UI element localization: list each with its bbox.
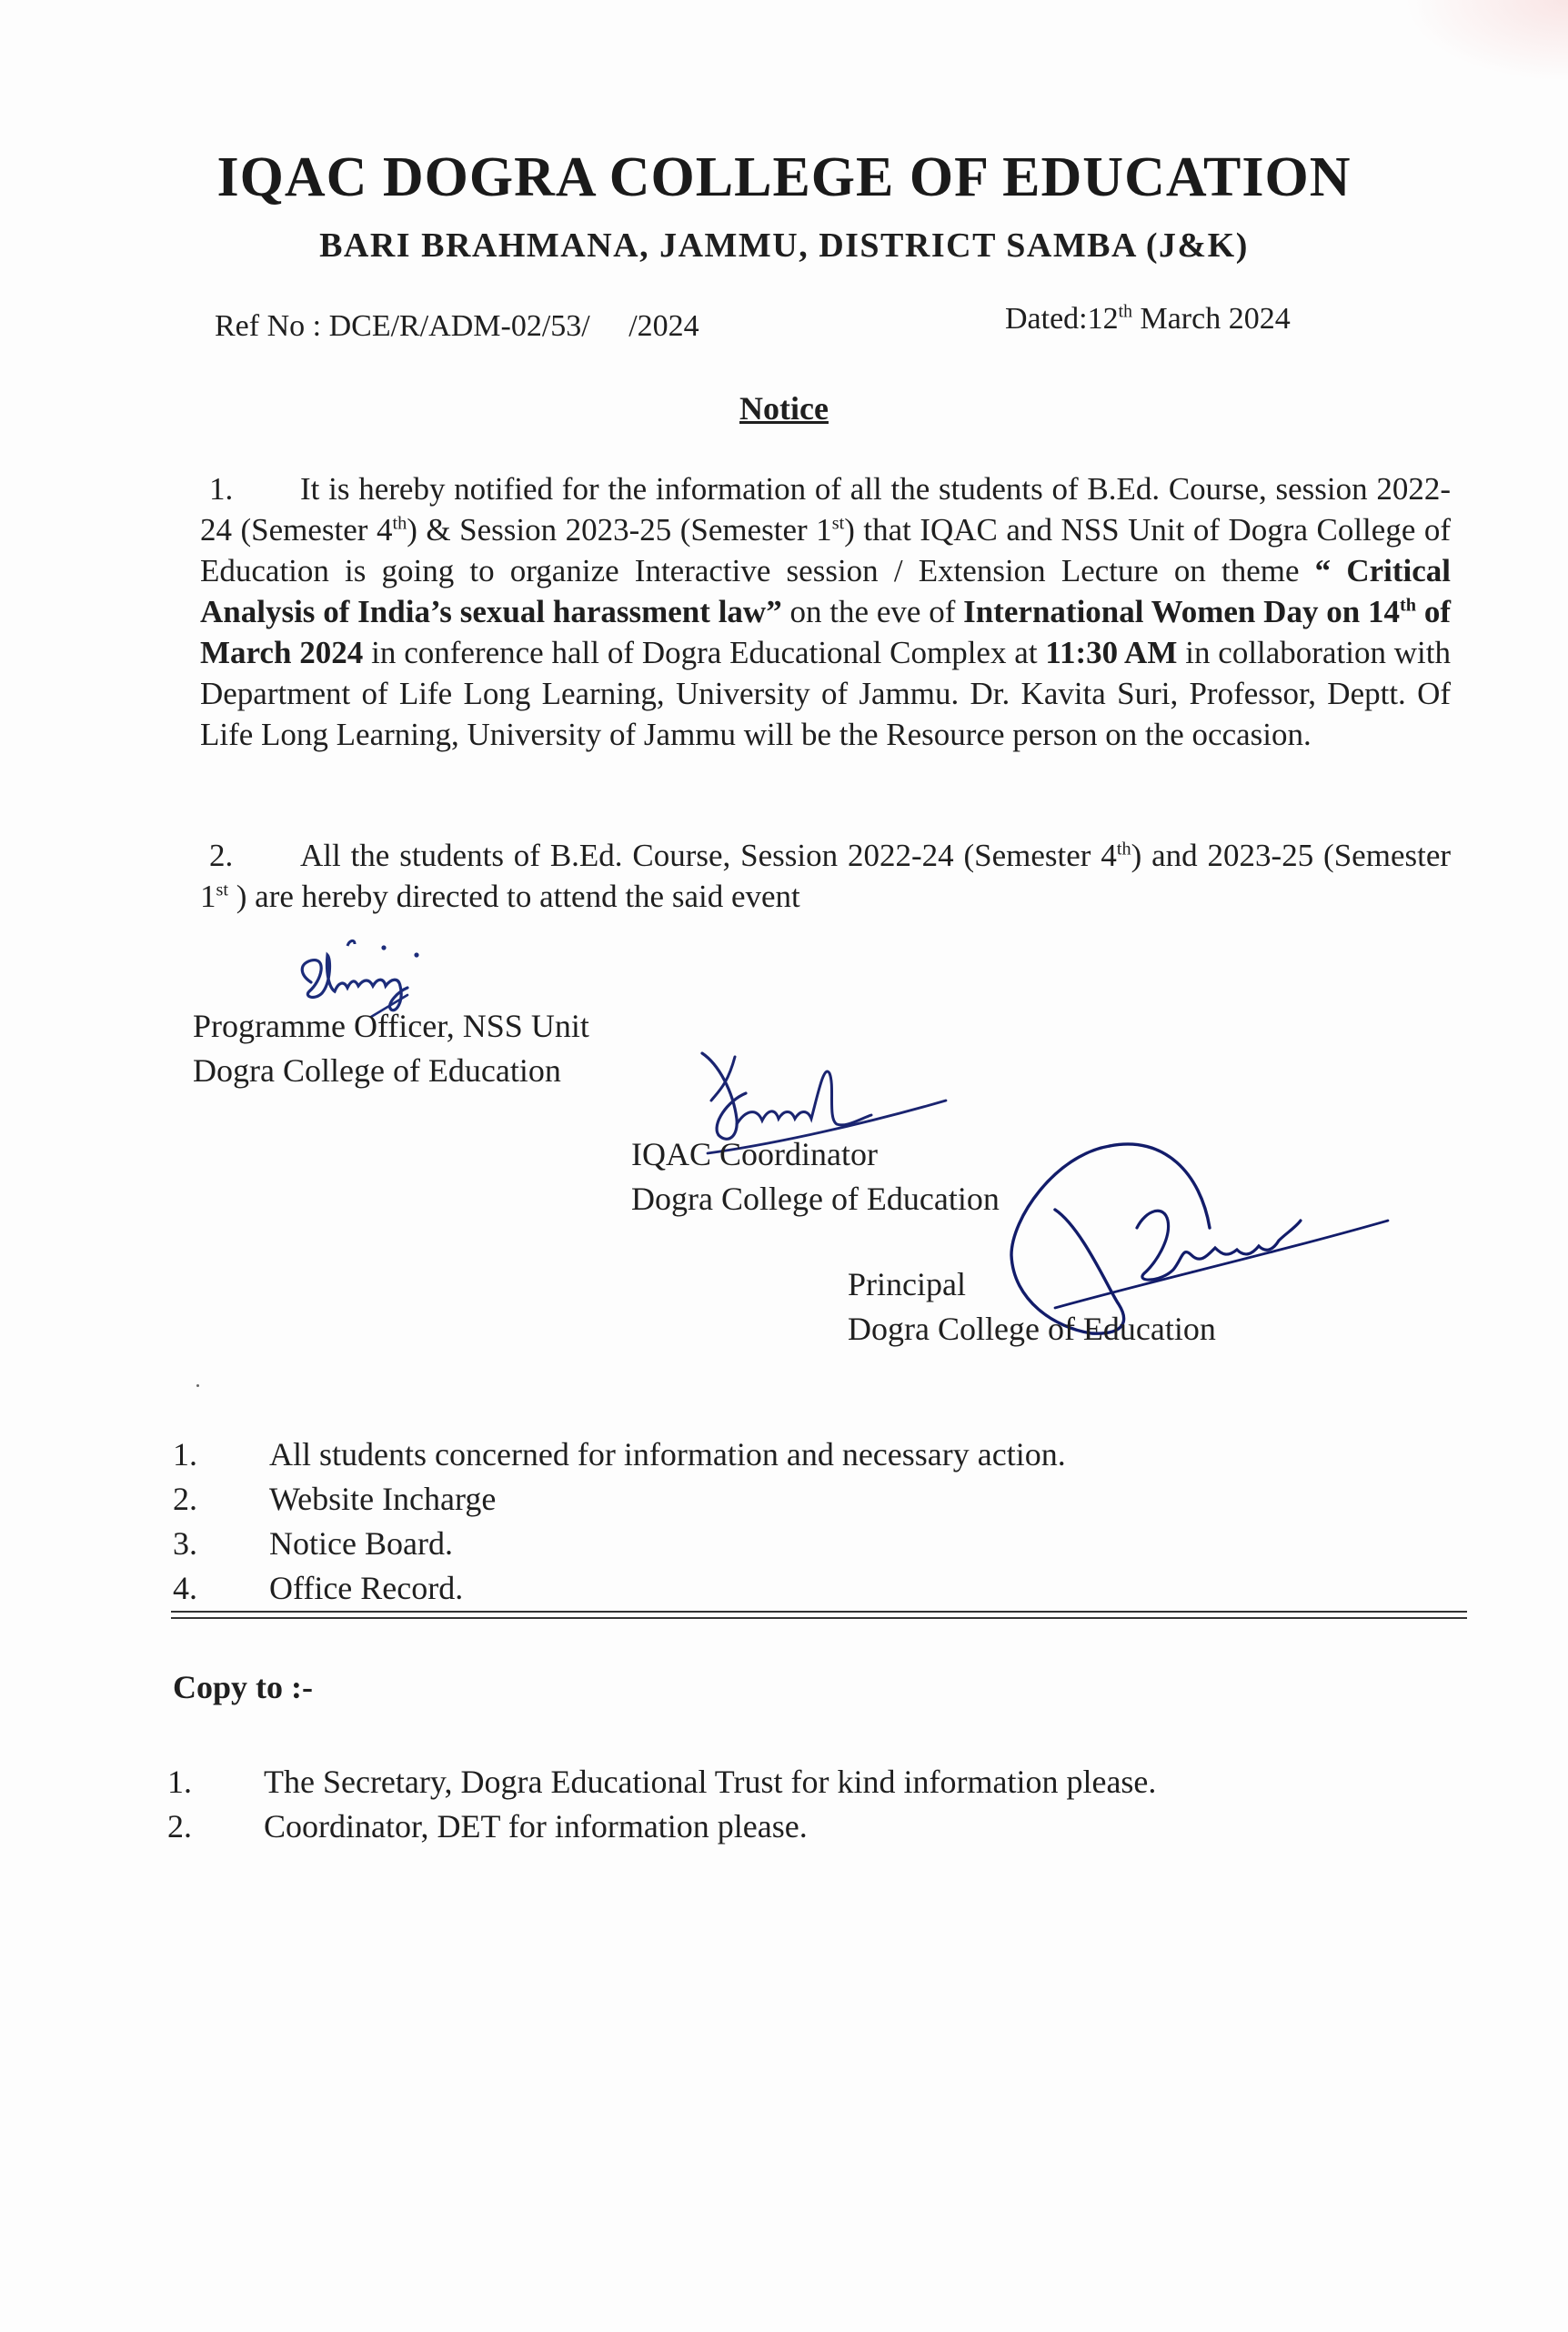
list-text: Office Record. (269, 1570, 464, 1606)
superscript: th (392, 513, 407, 534)
list-number: 1. (167, 1764, 192, 1800)
principal-signatory (848, 1262, 1216, 1352)
copy-to-list (167, 1760, 1156, 1849)
event-date: of March 2024 (200, 594, 1452, 670)
superscript: st (831, 513, 845, 534)
list-item (173, 1566, 1066, 1611)
paragraph-number: 2. (209, 838, 234, 873)
list-number: 2. (173, 1481, 197, 1517)
list-text: The Secretary, Dogra Educational Trust for kind information please. (264, 1764, 1157, 1800)
paragraph-text: It is hereby notified for the information of all the students of B.Ed. Course, session 2022-24 (Semester 4 (200, 471, 1451, 548)
list-text: All students concerned for information and necessary action. (269, 1436, 1066, 1473)
paragraph-text: All the students of B.Ed. Course, Session 2022-24 (Semester 4 (300, 838, 1117, 873)
signatory-role: IQAC Coordinator (631, 1136, 878, 1172)
signatory-role: Programme Officer, NSS Unit (193, 1008, 589, 1044)
copy-to-heading: Copy to :- (173, 1669, 313, 1705)
reference-number: Ref No : DCE/R/ADM-02/53/ /2024 (215, 309, 699, 343)
event-occasion: International Women Day on 14 (963, 594, 1401, 629)
list-item (173, 1432, 1066, 1477)
list-text: Website Incharge (269, 1481, 497, 1517)
superscript: st (216, 880, 229, 900)
date-prefix: Dated:12 (1005, 302, 1119, 336)
paragraph-text: in collaboration with Department of Life Long Learning, University of Jammu. Dr. Kavita Suri, Professor, Deptt. Of Life Long Learning, University of Jammu will be the Resource person on the occasion. (200, 635, 1452, 752)
college-address: BARI BRAHMANA, JAMMU, DISTRICT SAMBA (J&K) (319, 226, 1249, 265)
divider-line (171, 1611, 1467, 1613)
nss-officer-signatory (193, 1004, 589, 1093)
list-item (167, 1804, 1156, 1849)
signatory-organisation: Dogra College of Education (193, 1052, 561, 1089)
notice-paragraph-1 (200, 468, 1451, 755)
paragraph-text: ) are hereby directed to attend the said event (228, 879, 800, 914)
event-time: 11:30 AM (1045, 635, 1178, 670)
list-number: 1. (173, 1436, 197, 1473)
notice-heading: Notice (739, 390, 829, 427)
corner-smudge (1404, 0, 1568, 82)
speck (196, 1384, 199, 1387)
paragraph-text: ) and 2023-25 (Semester 1 (200, 838, 1452, 914)
list-number: 3. (173, 1525, 197, 1562)
iqac-coordinator-signatory (631, 1132, 1000, 1221)
list-item (167, 1760, 1156, 1804)
date-month-year: March 2024 (1131, 302, 1291, 336)
date-line (1005, 302, 1291, 337)
date-suffix-sup: th (1118, 301, 1132, 322)
paragraph-number: 1. (209, 471, 234, 507)
superscript: th (1116, 839, 1131, 859)
college-title: IQAC DOGRA COLLEGE OF EDUCATION (216, 146, 1352, 208)
list-text: Notice Board. (269, 1525, 453, 1562)
superscript: th (1400, 595, 1417, 616)
list-text: Coordinator, DET for information please. (264, 1808, 808, 1844)
list-number: 2. (167, 1808, 192, 1844)
list-item (173, 1477, 1066, 1522)
list-item (173, 1522, 1066, 1566)
distribution-list (173, 1432, 1066, 1611)
lecture-theme: “ Critical Analysis of India’s sexual harassment law” (200, 553, 1451, 629)
signatory-role: Principal (848, 1266, 966, 1302)
paragraph-text: in conference hall of Dogra Educational Complex at (363, 635, 1046, 670)
paragraph-text: ) & Session 2023-25 (Semester 1 (407, 512, 832, 548)
paragraph-text: ) that IQAC and NSS Unit of Dogra College of Education is going to organize Interactive session / Extension Lecture on theme (200, 512, 1452, 588)
paragraph-text: on the eve of (781, 594, 964, 629)
signatory-organisation: Dogra College of Education (631, 1181, 1000, 1217)
signatory-organisation: Dogra College of Education (848, 1311, 1216, 1347)
list-number: 4. (173, 1570, 197, 1606)
notice-paragraph-2 (200, 835, 1451, 917)
divider-line (171, 1617, 1467, 1619)
